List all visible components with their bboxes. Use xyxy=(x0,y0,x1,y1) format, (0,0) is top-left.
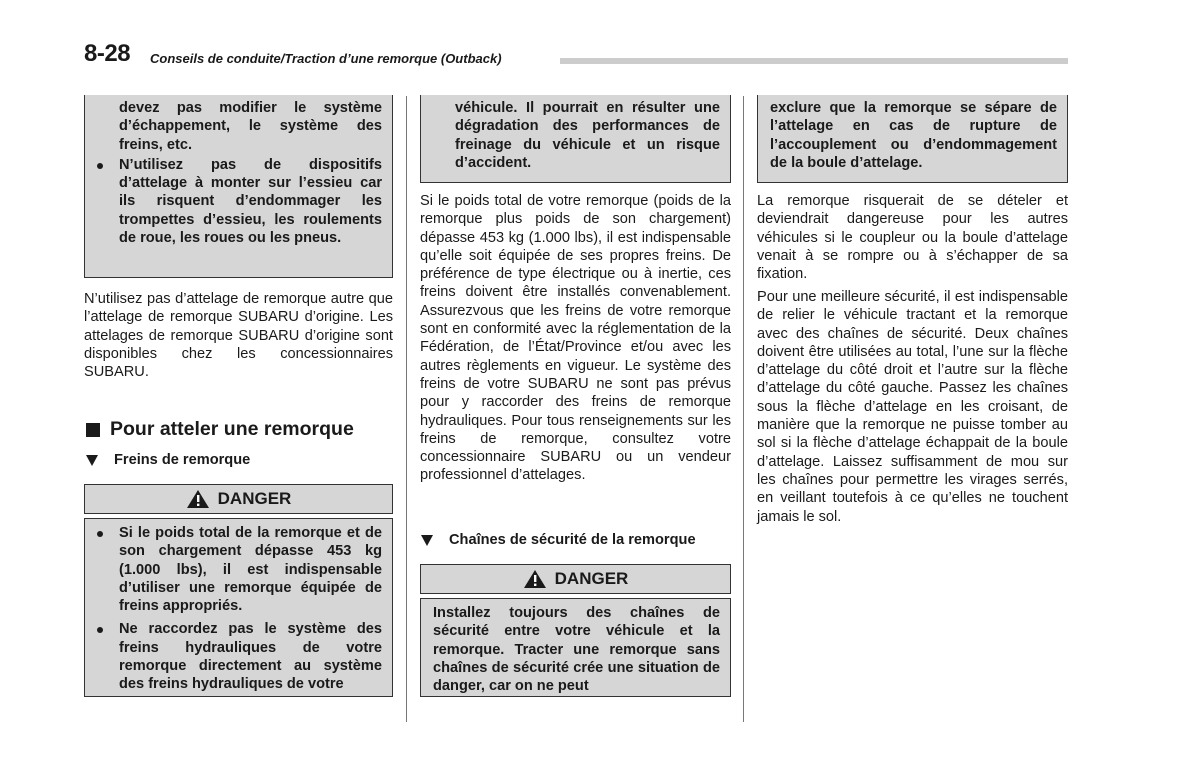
warning-triangle-icon xyxy=(523,569,547,589)
page-number: 8-28 xyxy=(84,40,131,67)
warning-triangle-icon xyxy=(186,489,210,509)
paragraph-text: Pour une meilleure sécurité, il est indispensable de relier le véhicule tractant et la remorque avec des chaînes de sécurité. Deux chaînes doivent être utilisées au total, l’une sur la flèche d’attelage du côté droit et l’autre sur la flèche d’attelage du côté gauche. Passez les chaînes sous la flèche d’attelage en les croisant, de manière que la remorque ne puisse tomber au sol si la flèche d’attelage échappait de la boule d’attelage. Laissez suffisamment de mou sur les chaînes pour permettre les virages serrés, en veillant toutefois à ce qu’elles ne touchent jamais le sol. xyxy=(757,289,1068,525)
warning-box-continued xyxy=(757,95,1068,183)
section-heading xyxy=(86,418,354,441)
danger-box xyxy=(84,518,393,697)
paragraph-text: La remorque risquerait de se dételer et deviendrait dangereuse pour les autres véhicules si le coupleur ou la boule d’attelage venait à se rompre ou à s’échapper de sa fixation. xyxy=(757,193,1068,283)
list-item xyxy=(85,524,382,615)
danger-bullet-text: Ne raccordez pas le système des freins hydrauliques de votre remorque directement au système des freins hydrauliques de votre xyxy=(119,621,382,693)
warning-text: exclure que la remorque se sépare de l’attelage en cas de rupture de l’accouplement ou d’endommagement de la boule d’attelage. xyxy=(770,100,1057,171)
warning-box-continued xyxy=(84,95,393,278)
warning-text: devez pas modifier le système d’échappement, le système des freins, etc. xyxy=(119,100,382,153)
danger-bullet-text: Si le poids total de la remorque et de son chargement dépasse 453 kg (1.000 lbs), il est indispensable d’utiliser une remorque équipée de freins appropriés. xyxy=(119,525,382,615)
body-paragraph xyxy=(420,192,731,485)
bullet-dot-icon xyxy=(97,627,103,633)
list-item xyxy=(85,156,382,247)
sub-heading-text: Freins de remorque xyxy=(114,452,251,468)
section-heading-text: Pour atteler une remorque xyxy=(110,418,354,440)
paragraph-text: N’utilisez pas d’attelage de remorque autre que l’attelage de remorque SUBARU d’origine. Les attelages de remorque SUBARU d’origine sont disponibles chez les concessionnaires SUBARU. xyxy=(84,291,393,381)
danger-text: Installez toujours des chaînes de sécurité entre votre véhicule et la remorque. Tracter une remorque sans chaînes de sécurité crée une situation de danger, car on ne peut xyxy=(433,605,720,695)
bullet-dot-icon xyxy=(97,531,103,537)
danger-box xyxy=(420,598,731,697)
paragraph-text: Si le poids total de votre remorque (poids de la remorque plus poids de son chargement) dépasse 453 kg (1.000 lbs), il est indispensable qu’elle soit équipée de ses propres freins. De préférence de type électrique ou à inertie, ces freins doivent être installés convenablement. Assurezvous que les freins de votre remorque sont en conformité avec la réglementation de la Fédération, de l’État/Province et/ou avec les autres règlements en vigueur. Le système des freins de votre SUBARU ne sont pas prévus pour y raccorder des freins de remorque hydrauliques. Pour tous renseignements sur les freins de remorque, consultez votre concessionnaire SUBARU ou un vendeur professionnel d’attelages. xyxy=(420,193,731,484)
warning-bullet-text: N’utilisez pas de dispositifs d’attelage à monter sur l’essieu car ils risquent d’endommager les trompettes d’essieu, les roulements de roue, les roues ou les pneus. xyxy=(119,156,382,247)
sub-heading xyxy=(421,532,696,548)
warning-text: véhicule. Il pourrait en résulter une dégradation des performances de freinage du véhicule et un risque d’accident. xyxy=(455,100,720,171)
danger-header xyxy=(84,484,393,514)
body-paragraph xyxy=(757,192,1068,283)
danger-header xyxy=(420,564,731,594)
column-divider xyxy=(743,96,744,722)
danger-label: DANGER xyxy=(554,569,629,588)
bullet-dot-icon xyxy=(97,163,103,169)
sub-heading-triangle-icon xyxy=(421,535,433,546)
danger-label: DANGER xyxy=(217,489,292,508)
section-square-icon xyxy=(86,423,100,437)
body-paragraph xyxy=(84,290,393,381)
sub-heading-text: Chaînes de sécurité de la remorque xyxy=(449,532,696,548)
page-title: Conseils de conduite/Traction d’une remorque (Outback) xyxy=(150,51,502,66)
column-divider xyxy=(406,96,407,722)
sub-heading-triangle-icon xyxy=(86,455,98,466)
list-item xyxy=(85,620,382,693)
warning-box-continued xyxy=(420,95,731,183)
body-paragraph xyxy=(757,288,1068,526)
sub-heading xyxy=(86,452,250,468)
